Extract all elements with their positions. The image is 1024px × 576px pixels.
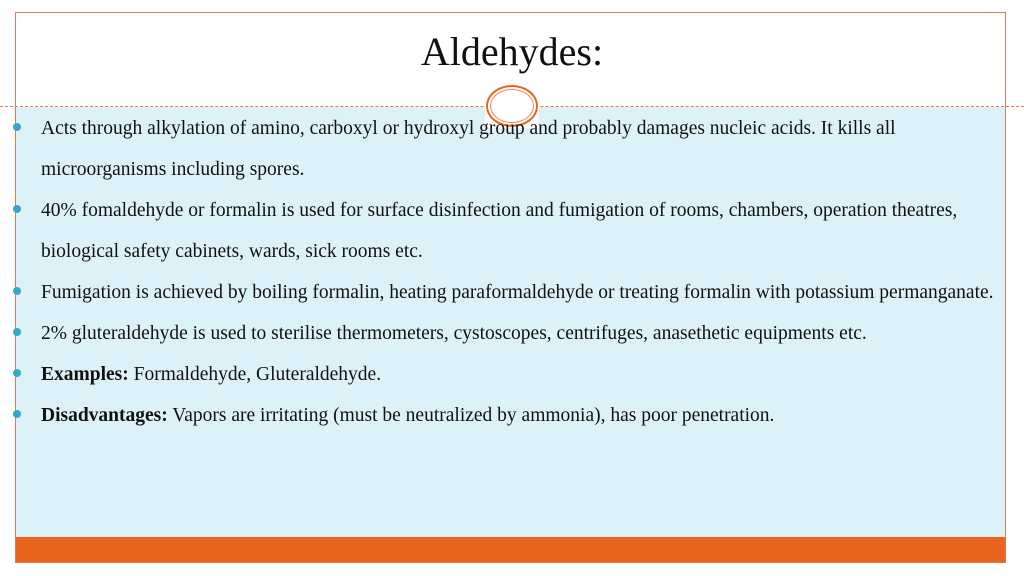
bullet-list <box>0 108 1024 436</box>
bullet-item <box>0 272 1024 313</box>
footer-bar <box>16 537 1005 562</box>
bullet-item <box>0 108 1024 190</box>
bullet-icon <box>13 410 21 418</box>
bullet-item <box>0 395 1024 436</box>
bullet-item <box>0 354 1024 395</box>
bullet-text: 40% fomaldehyde or formalin is used for surface disinfection and fumigation of rooms, chambers, operation theatres, biological safety cabinets, wards, sick rooms etc. <box>41 200 958 262</box>
bullet-text: Formaldehyde, Gluteraldehyde. <box>128 364 382 385</box>
slide-title: Aldehydes: <box>420 29 604 74</box>
bullet-text: 2% gluteraldehyde is used to sterilise thermometers, cystoscopes, centrifuges, anasethetic equipments etc. <box>41 323 867 344</box>
bullet-text: Vapors are irritating (must be neutralized by ammonia), has poor penetration. <box>167 405 775 426</box>
bullet-icon <box>13 328 21 336</box>
bullet-icon <box>13 369 21 377</box>
bullet-label: Examples: <box>41 364 129 385</box>
bullet-icon <box>13 205 21 213</box>
bullet-text: Acts through alkylation of amino, carboxyl or hydroxyl group and probably damages nucleic acids. It kills all microorganisms including spores. <box>41 118 896 180</box>
bullet-text: Fumigation is achieved by boiling formalin, heating paraformaldehyde or treating formalin with potassium permanganate. <box>41 282 994 303</box>
bullet-icon <box>13 287 21 295</box>
bullet-icon <box>13 123 21 131</box>
bullet-item <box>0 313 1024 354</box>
bullet-item <box>0 190 1024 272</box>
bullet-label: Disadvantages: <box>41 405 168 426</box>
